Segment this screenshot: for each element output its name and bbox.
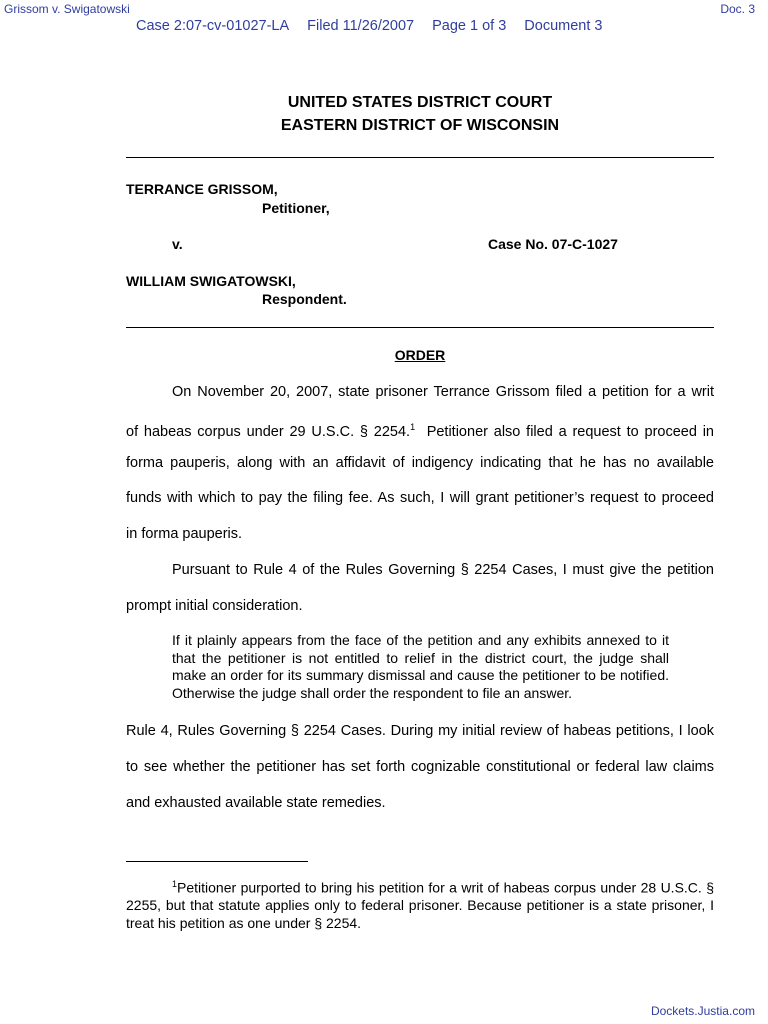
case-title-link[interactable]: Grissom v. Swigatowski: [4, 2, 130, 16]
body-line: to see whether the petitioner has set forth cognizable constitutional or federal law claims: [126, 759, 714, 775]
body-text: Petitioner also filed a request to proceed in: [415, 423, 714, 440]
body-line: and exhausted available state remedies.: [126, 795, 386, 811]
body-line: in forma pauperis.: [126, 526, 243, 542]
footnote: [126, 876, 714, 932]
order-title: ORDER: [394, 347, 446, 363]
footnote-marker: 1: [172, 879, 178, 889]
footnote-ref: 1: [410, 422, 416, 432]
petitioner-name: TERRANCE GRISSOM,: [126, 181, 278, 197]
court-name: UNITED STATES DISTRICT COURT: [287, 94, 553, 111]
stamp-document: Document 3: [524, 18, 603, 34]
body-line: Pursuant to Rule 4 of the Rules Governing § 2254 Cases, I must give the petition: [172, 562, 714, 578]
source-link[interactable]: Dockets.Justia.com: [650, 1004, 755, 1018]
body-line: prompt initial consideration.: [126, 598, 303, 614]
footnote-rule: [126, 861, 308, 862]
court-district: EASTERN DISTRICT OF WISCONSIN: [280, 117, 560, 134]
footnote-text: Petitioner purported to bring his petition for a writ of habeas corpus under 28 U.S.C. § 2255, but that statute applies only to federal prisoner. Because petitioner is a state prisoner, I treat his petition as one under § 2254.: [126, 879, 714, 931]
stamp-case-number: Case 2:07-cv-01027-LA: [136, 18, 290, 34]
body-line: On November 20, 2007, state prisoner Terrance Grissom filed a petition for a writ: [172, 384, 714, 400]
body-text: of habeas corpus under 29 U.S.C. § 2254.: [126, 423, 411, 440]
body-line: Rule 4, Rules Governing § 2254 Cases. During my initial review of habeas petitions, I look: [126, 723, 714, 739]
body-line: forma pauperis, along with an affidavit of indigency indicating that he has no available: [126, 455, 714, 471]
petitioner-role: Petitioner,: [262, 200, 330, 216]
stamp-page: Page 1 of 3: [432, 18, 507, 34]
versus: v.: [172, 236, 183, 252]
caption-bottom-rule: [126, 327, 714, 328]
filing-stamp: [136, 18, 620, 34]
doc-number-link[interactable]: Doc. 3: [720, 2, 755, 16]
body-line: funds with which to pay the filing fee. As such, I will grant petitioner’s request to proceed: [126, 490, 714, 506]
respondent-role: Respondent.: [262, 291, 347, 307]
caption-top-rule: [126, 157, 714, 158]
case-number: Case No. 07-C-1027: [488, 236, 618, 252]
body-line: [126, 418, 714, 441]
block-quote: If it plainly appears from the face of the petition and any exhibits annexed to it that the petitioner is not entitled to relief in the district court, the judge shall make an order for its summary dismissal and cause the petitioner to be notified. Otherwise the judge shall order the respondent to file an answer.: [172, 632, 669, 701]
stamp-filed-date: Filed 11/26/2007: [307, 18, 415, 34]
respondent-name: WILLIAM SWIGATOWSKI,: [126, 273, 296, 289]
